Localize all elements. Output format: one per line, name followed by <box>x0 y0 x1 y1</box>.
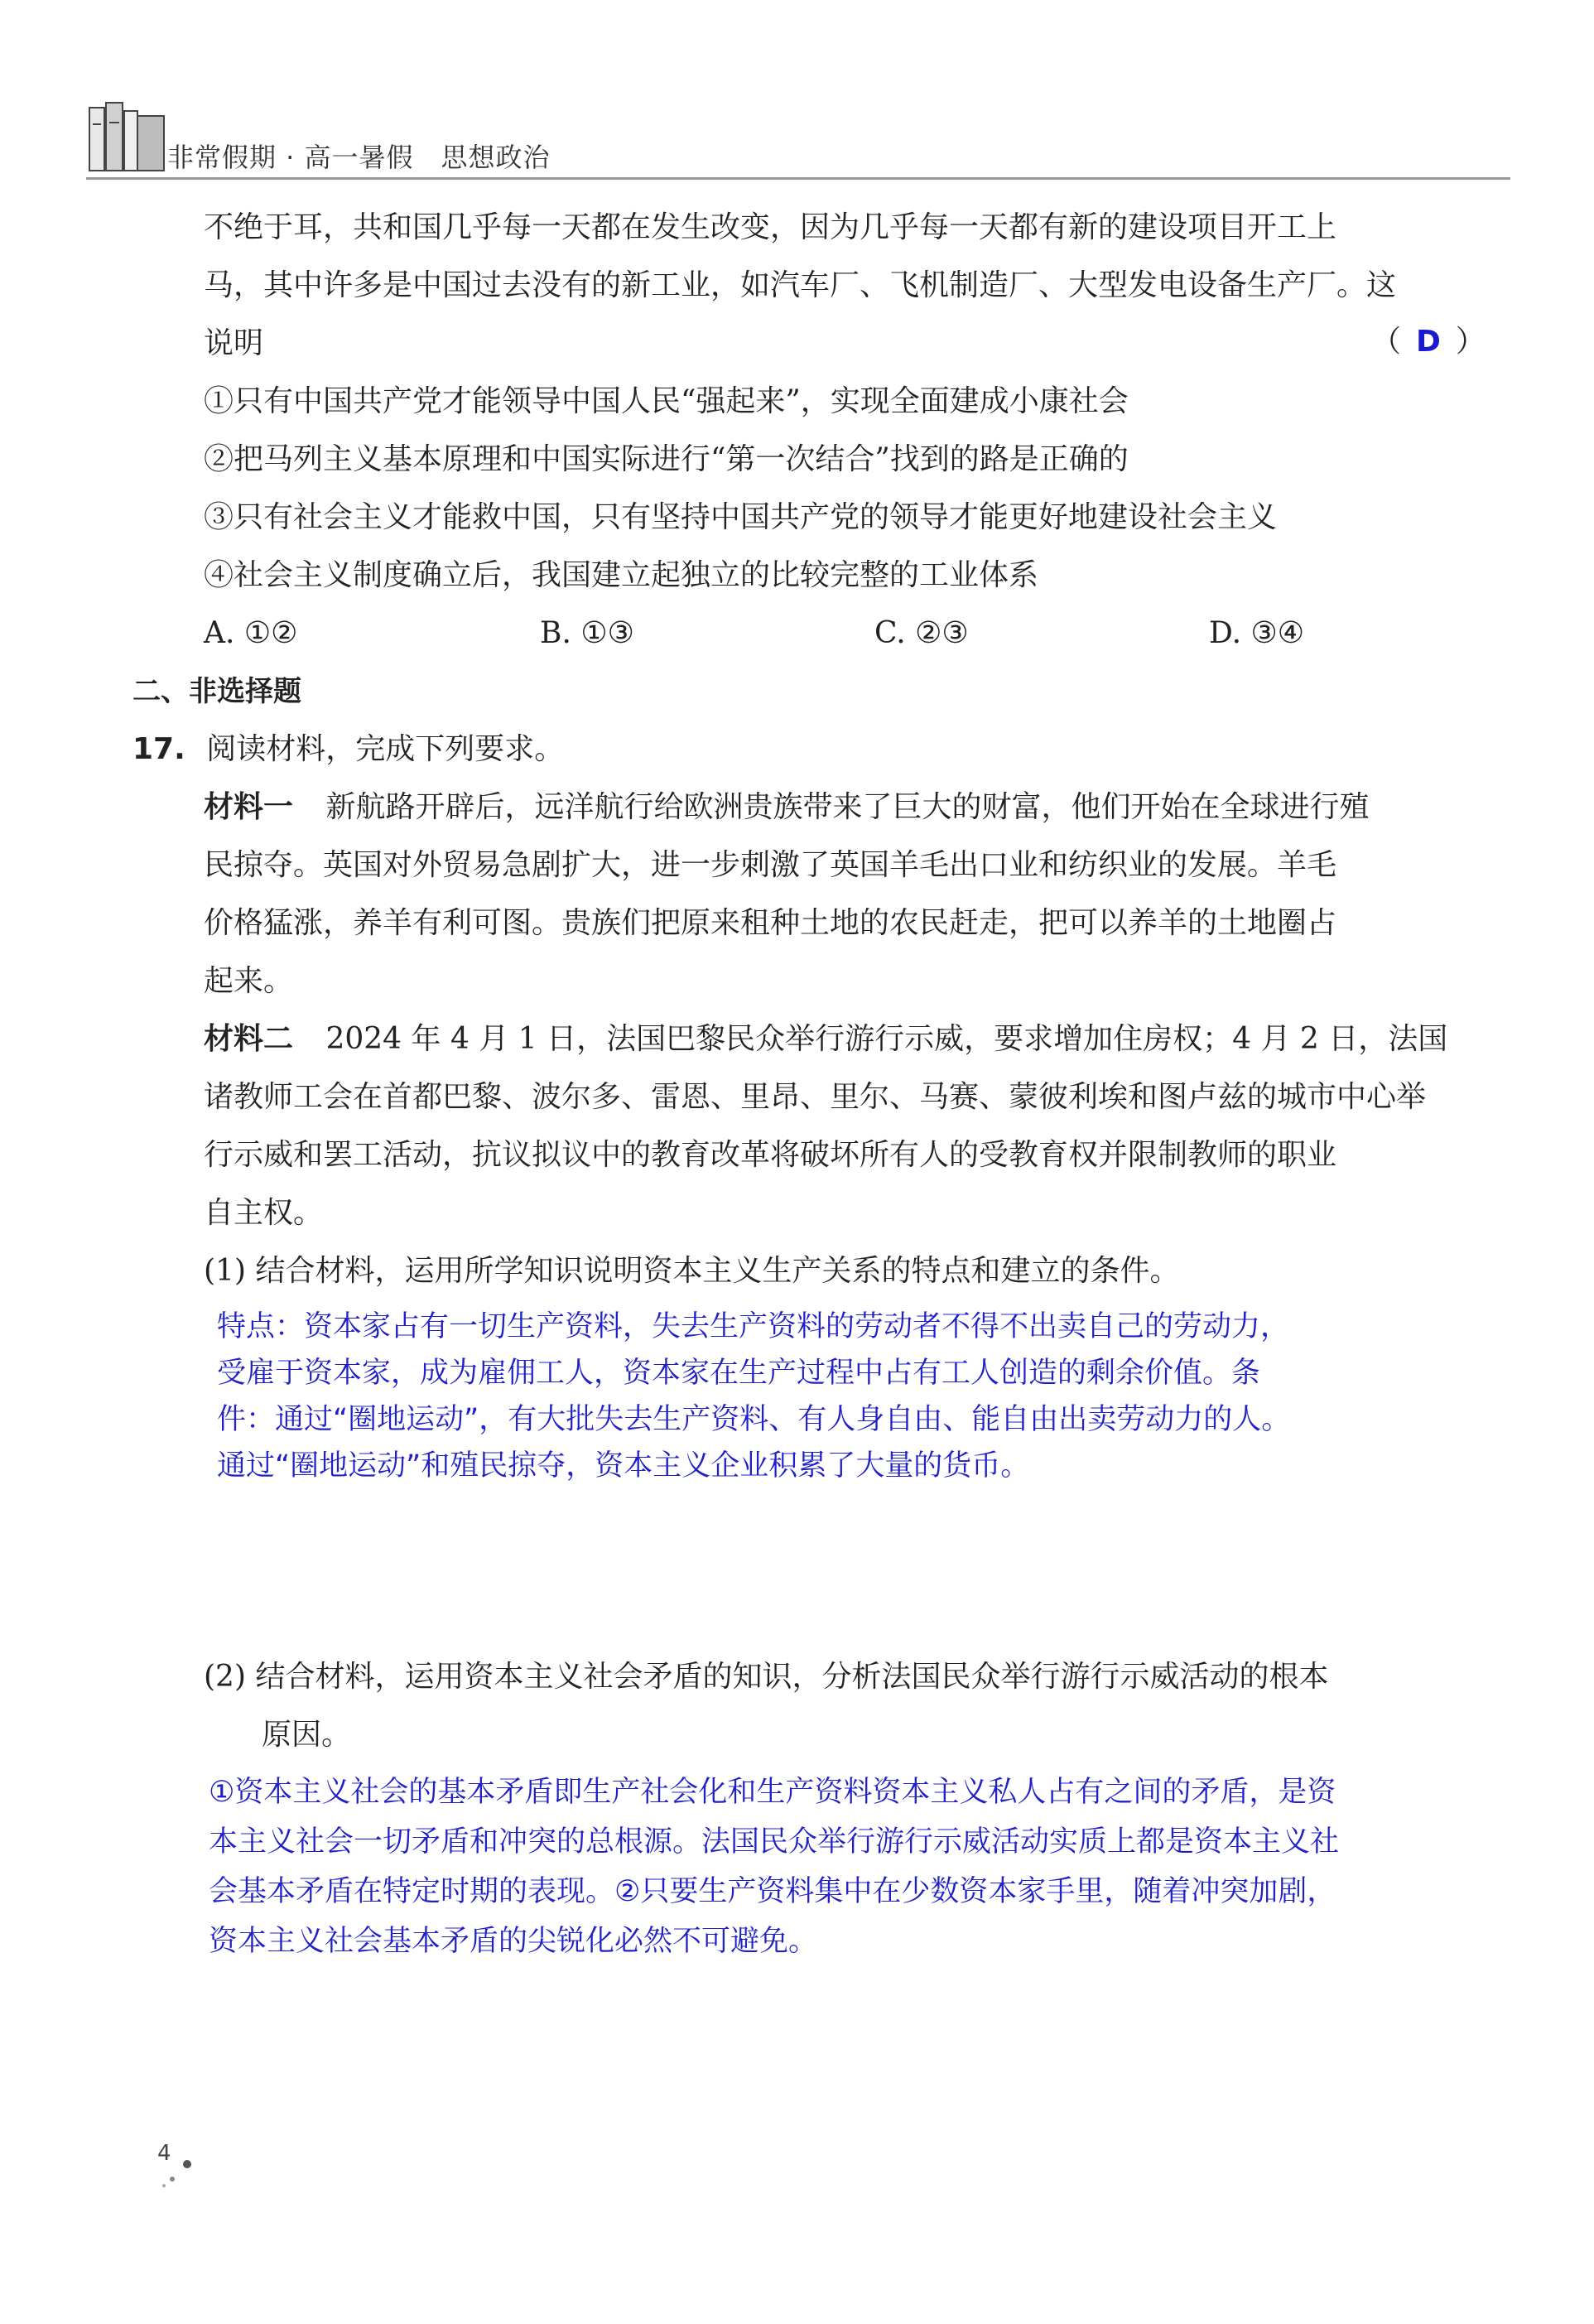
answer1-line: 通过“圈地运动”和殖民掠夺，资本主义企业积累了大量的货币。 <box>217 1449 1030 1483</box>
q16-stem-line3: 说明 <box>204 326 264 360</box>
material1-line4: 起来。 <box>204 964 294 998</box>
q16-item: ③只有社会主义才能救中国，只有坚持中国共产党的领导才能更好地建设社会主义 <box>204 500 1278 534</box>
material2-text: 2024 年 4 月 1 日，法国巴黎民众举行游行示威，要求增加住房权；4 月 2 日，法国 <box>325 1022 1448 1056</box>
q17-instruction: 阅读材料，完成下列要求。 <box>206 732 565 766</box>
answer1-line: 特点：资本家占有一切生产资料，失去生产资料的劳动者不得不出卖自己的劳动力， <box>217 1310 1290 1343</box>
books-logo-icon <box>86 99 169 174</box>
q16-answer-bracket <box>1371 323 1486 361</box>
header-divider <box>86 177 1510 180</box>
material1-line2: 民掠夺。英国对外贸易急剧扩大，进一步刺激了英国羊毛出口业和纺织业的发展。羊毛 <box>204 848 1337 882</box>
material1-line1 <box>204 788 1369 827</box>
q16-option-a: A. ①② <box>204 616 298 650</box>
answer2-line: 会基本矛盾在特定时期的表现。②只要生产资料集中在少数资本家手里，随着冲突加剧， <box>209 1875 1336 1908</box>
answer-close-paren: ） <box>1455 325 1486 359</box>
answer-open-paren: （ <box>1371 325 1402 359</box>
q16-option-b: B. ①③ <box>540 616 634 650</box>
q17-number: 17. <box>132 732 185 766</box>
q17-line <box>132 730 564 769</box>
header-title: 非常假期 · 高一暑假 思想政治 <box>167 142 551 173</box>
answer1-line: 件：通过“圈地运动”，有大批失去生产资料、有人身自由、能自由出卖劳动力的人。 <box>217 1403 1291 1436</box>
q16-item: ①只有中国共产党才能领导中国人民“强起来”，实现全面建成小康社会 <box>204 384 1129 418</box>
material1-label: 材料一 <box>204 790 294 824</box>
answer1-line: 受雇于资本家，成为雇佣工人，资本家在生产过程中占有工人创造的剩余价值。条 <box>217 1357 1261 1390</box>
answer2-line: 资本主义社会基本矛盾的尖锐化必然不可避免。 <box>209 1925 818 1958</box>
answer2-line: ①资本主义社会的基本矛盾即生产社会化和生产资料资本主义私人占有之间的矛盾，是资 <box>209 1776 1336 1809</box>
q16-option-c: C. ②③ <box>874 616 969 650</box>
q16-stem-line1: 不绝于耳，共和国几乎每一天都在发生改变，因为几乎每一天都有新的建设项目开工上 <box>204 210 1337 244</box>
material2-line1 <box>204 1020 1447 1058</box>
q16-answer: D <box>1416 325 1441 359</box>
answer2-line: 本主义社会一切矛盾和冲突的总根源。法国民众举行游行示威活动实质上都是资本主义社 <box>209 1825 1340 1859</box>
sub-question-2-line2: 原因。 <box>262 1718 352 1752</box>
q16-item: ②把马列主义基本原理和中国实际进行“第一次结合”找到的路是正确的 <box>204 442 1129 476</box>
sub-question-1: (1) 结合材料，运用所学知识说明资本主义生产关系的特点和建立的条件。 <box>204 1254 1180 1288</box>
q16-option-d: D. ③④ <box>1209 616 1305 650</box>
q16-item: ④社会主义制度确立后，我国建立起独立的比较完整的工业体系 <box>204 558 1039 592</box>
sub-question-2-line1: (2) 结合材料，运用资本主义社会矛盾的知识，分析法国民众举行游行示威活动的根本 <box>204 1660 1329 1694</box>
q16-stem-line2: 马，其中许多是中国过去没有的新工业，如汽车厂、飞机制造厂、大型发电设备生产厂。这 <box>204 268 1397 302</box>
page-number: 4 <box>157 2141 171 2166</box>
section-title: 二、非选择题 <box>132 675 301 708</box>
material2-label: 材料二 <box>204 1022 294 1056</box>
material2-line3: 行示威和罢工活动，抗议拟议中的教育改革将破坏所有人的受教育权并限制教师的职业 <box>204 1138 1337 1172</box>
material2-line2: 诸教师工会在首都巴黎、波尔多、雷恩、里昂、里尔、马赛、蒙彼利埃和图卢兹的城市中心举 <box>204 1080 1427 1114</box>
material1-text: 新航路开辟后，远洋航行给欧洲贵族带来了巨大的财富，他们开始在全球进行殖 <box>325 790 1370 824</box>
material2-line4: 自主权。 <box>204 1196 324 1230</box>
material1-line3: 价格猛涨，养羊有利可图。贵族们把原来租种土地的农民赶走，把可以养羊的土地圈占 <box>204 906 1337 940</box>
